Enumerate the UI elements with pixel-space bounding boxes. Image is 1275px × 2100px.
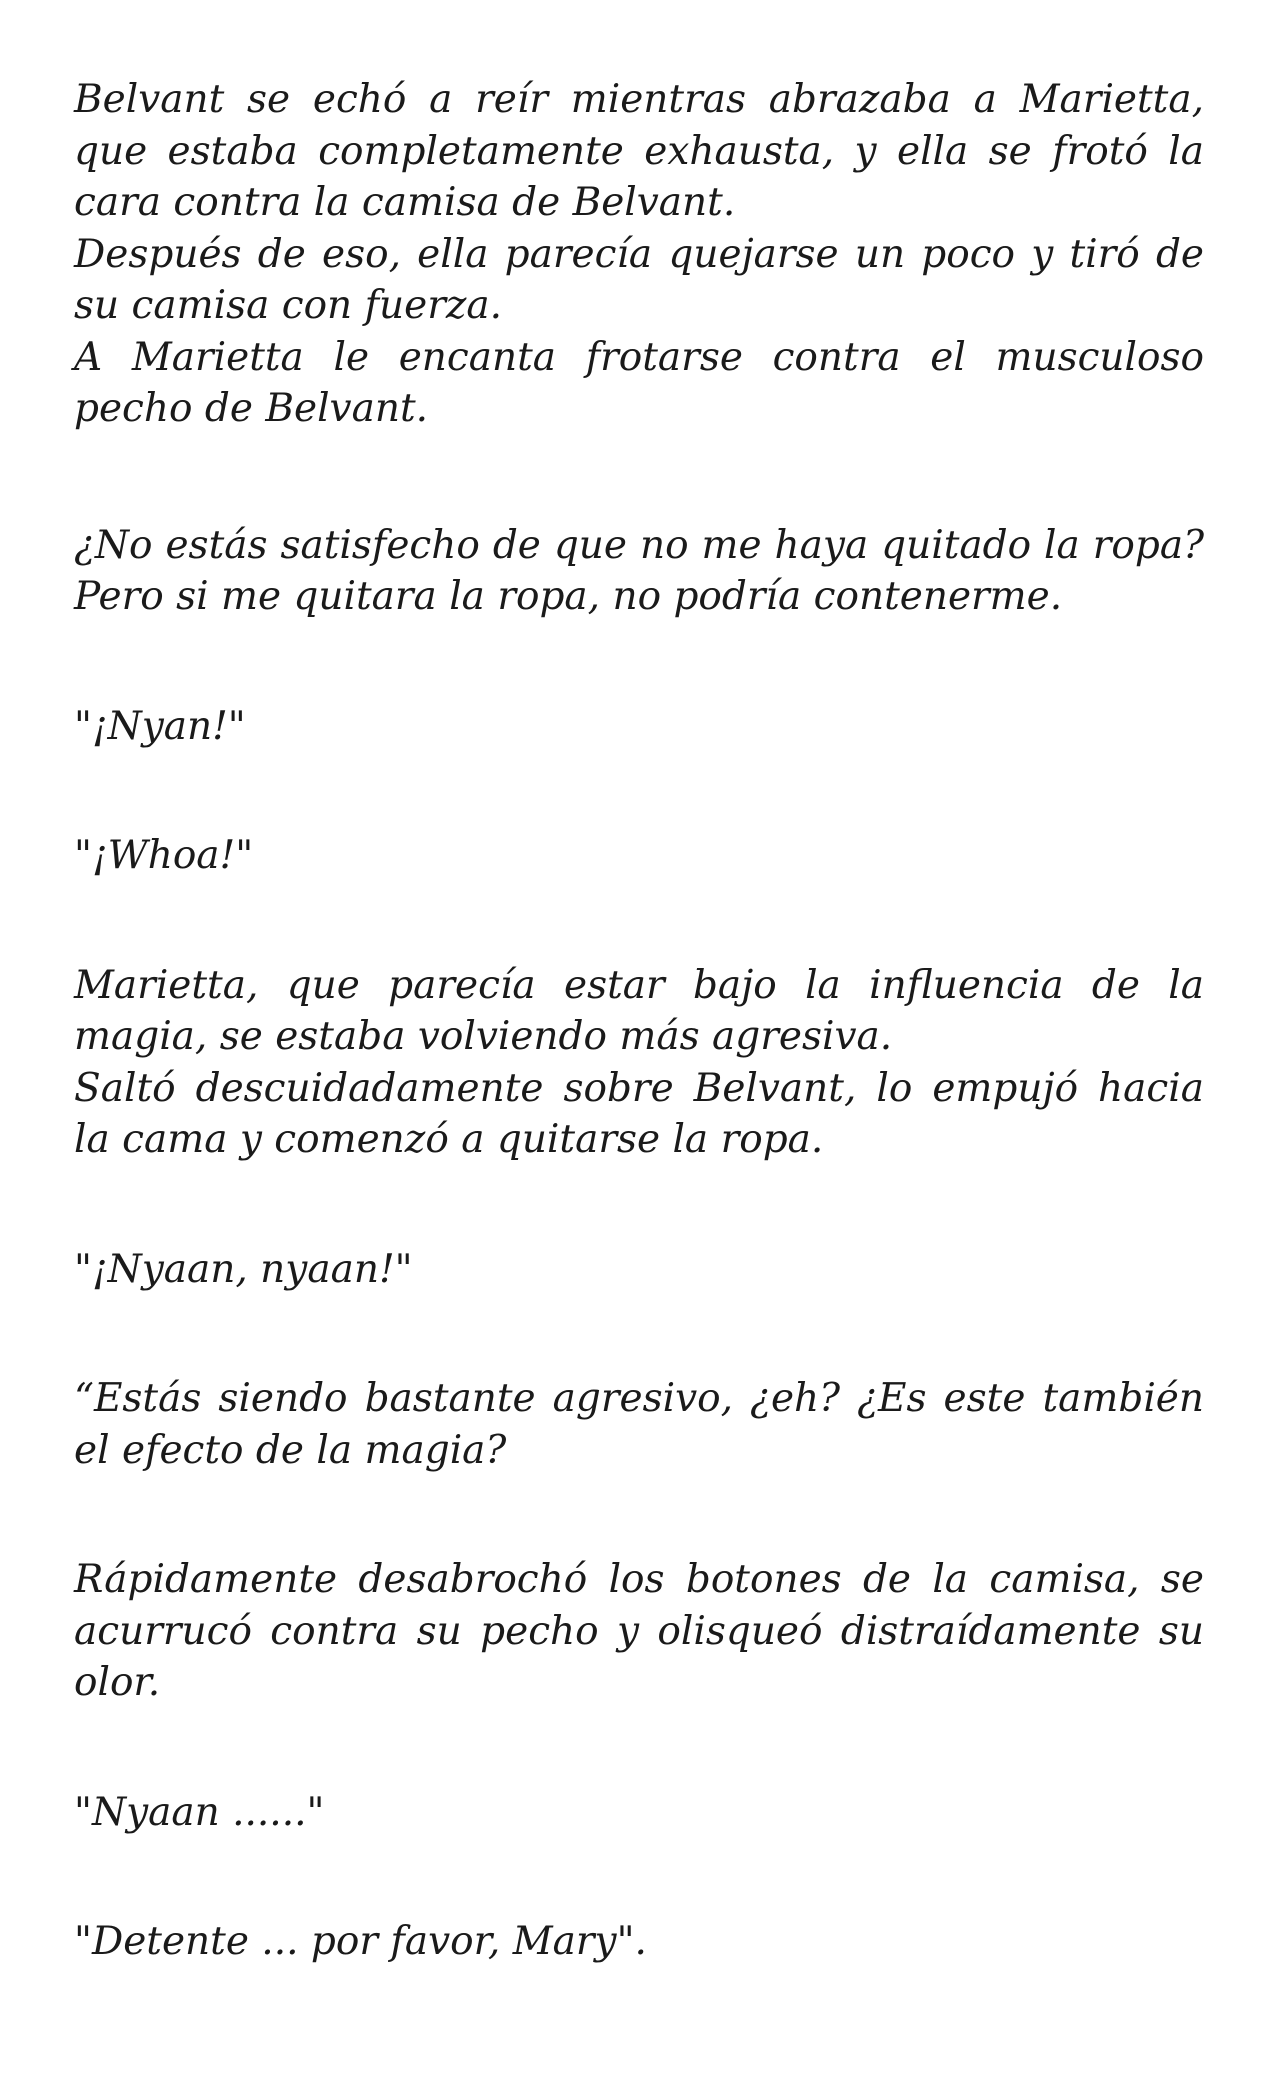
paragraph-10: [74, 1916, 1204, 1968]
paragraph-spacer: [74, 882, 1204, 960]
paragraph-4: [74, 830, 1204, 882]
paragraph-spacer: [74, 1838, 1204, 1916]
paragraph-line: "¡Nyan!": [74, 703, 246, 749]
paragraph-spacer: [74, 752, 1204, 830]
paragraph-spacer: [74, 623, 1204, 701]
paragraph-line: Después de eso, ella parecía quejarse un poco y tiró de su camisa con fuerza.: [74, 231, 1204, 328]
paragraph-1: [74, 74, 1204, 435]
paragraph-line: ¿No estás satisfecho de que no me haya quitado la ropa? Pero si me quitara la ropa, no podría contenerme.: [74, 522, 1204, 619]
paragraph-spacer: [74, 1709, 1204, 1787]
paragraph-line: "Nyaan ......": [74, 1789, 325, 1835]
paragraph-5: [74, 960, 1204, 1166]
paragraph-spacer: [74, 1295, 1204, 1373]
paragraph-line: “Estás siendo bastante agresivo, ¿eh? ¿Es este también el efecto de la magia?: [74, 1376, 1204, 1473]
paragraph-line: A Marietta le encanta frotarse contra el musculoso pecho de Belvant.: [74, 334, 1204, 431]
paragraph-9: [74, 1787, 1204, 1839]
paragraph-spacer: [74, 1476, 1204, 1554]
paragraph-3: [74, 701, 1204, 753]
paragraph-6: [74, 1244, 1204, 1296]
paragraph-line: Marietta, que parecía estar bajo la influencia de la magia, se estaba volviendo más agresiva.: [74, 962, 1204, 1059]
paragraph-7: [74, 1373, 1204, 1476]
paragraph-line: "¡Whoa!": [74, 833, 254, 878]
paragraph-line: "¡Nyaan, nyaan!": [74, 1246, 413, 1292]
paragraph-8: [74, 1554, 1204, 1709]
document-page: [74, 74, 1204, 1968]
paragraph-spacer: [74, 435, 1204, 520]
paragraph-spacer: [74, 1166, 1204, 1244]
paragraph-line: Rápidamente desabrochó los botones de la camisa, se acurrucó contra su pecho y olisqueó distraídamente su olor.: [74, 1557, 1204, 1705]
paragraph-line: "Detente ... por favor, Mary".: [74, 1919, 647, 1964]
paragraph-2: [74, 520, 1204, 623]
paragraph-line: Saltó descuidadamente sobre Belvant, lo empujó hacia la cama y comenzó a quitarse la ropa.: [74, 1065, 1204, 1162]
paragraph-line: Belvant se echó a reír mientras abrazaba a Marietta, que estaba completamente exhausta, y ella se frotó la cara contra la camisa de Belvant.: [74, 77, 1204, 225]
